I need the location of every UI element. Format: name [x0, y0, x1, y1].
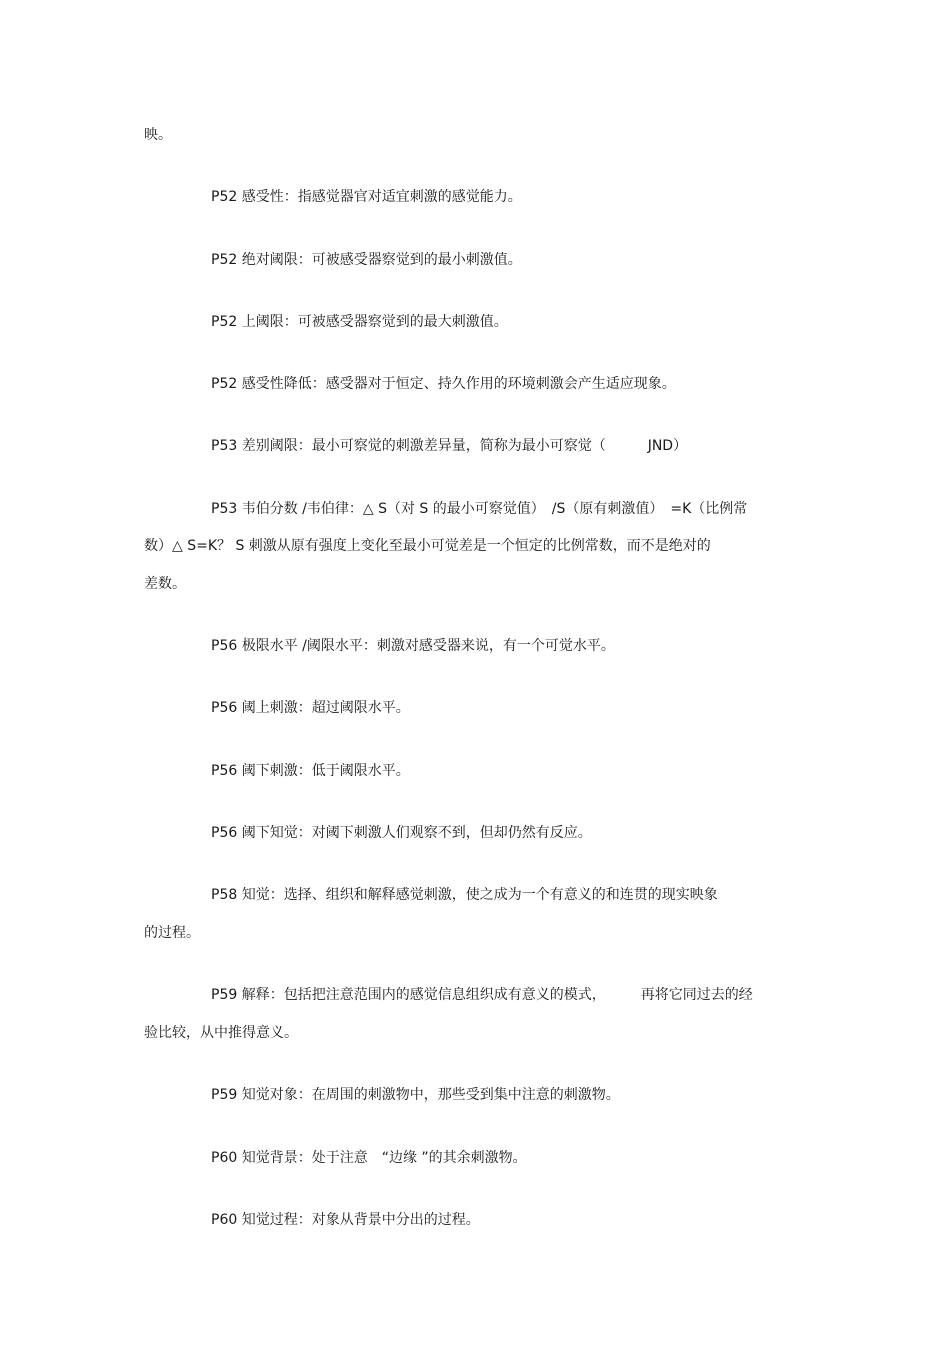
definition-upper-threshold: P52 上阈限：可被感受器察觉到的最大刺激值。 [211, 314, 508, 330]
definition-perception: P58 知觉：选择、组织和解释感觉刺激，使之成为一个有意义的和连贯的现实映象 [211, 887, 718, 903]
definition-weber-fraction-cont-2: 差数。 [144, 576, 186, 592]
definition-perception-cont: 的过程。 [144, 925, 200, 941]
definition-perceptual-process: P60 知觉过程：对象从背景中分出的过程。 [211, 1212, 480, 1228]
definition-supraliminal-stimulus: P56 阈上刺激：超过阈限水平。 [211, 700, 410, 716]
definition-threshold-level: P56 极限水平 /阈限水平：刺激对感受器来说，有一个可觉水平。 [211, 638, 615, 654]
definition-perceptual-background: P60 知觉背景：处于注意 “边缘 ”的其余刺激物。 [211, 1150, 527, 1166]
text-line-continuation: 映。 [144, 127, 172, 143]
definition-weber-fraction-cont-1: 数）△ S=K？ S 刺激从原有强度上变化至最小可觉差是一个恒定的比例常数，而不是绝对的 [144, 538, 711, 554]
definition-absolute-threshold: P52 绝对阈限：可被感受器察觉到的最小刺激值。 [211, 252, 522, 268]
definition-sensitivity: P52 感受性：指感觉器官对适宜刺激的感觉能力。 [211, 189, 522, 205]
definition-sensitivity-reduction: P52 感受性降低：感受器对于恒定、持久作用的环境刺激会产生适应现象。 [211, 376, 676, 392]
definition-interpretation-cont: 验比较，从中推得意义。 [144, 1025, 298, 1041]
definition-perceptual-object: P59 知觉对象：在周围的刺激物中，那些受到集中注意的刺激物。 [211, 1087, 620, 1103]
definition-subliminal-perception: P56 阈下知觉：对阈下刺激人们观察不到，但却仍然有反应。 [211, 825, 592, 841]
definition-difference-threshold: P53 差别阈限：最小可察觉的刺激差异量，简称为最小可察觉（ JND） [211, 438, 688, 454]
definition-subliminal-stimulus: P56 阈下刺激：低于阈限水平。 [211, 763, 410, 779]
definition-interpretation: P59 解释：包括把注意范围内的感觉信息组织成有意义的模式， 再将它同过去的经 [211, 987, 753, 1003]
definition-weber-fraction: P53 韦伯分数 /韦伯律：△ S（对 S 的最小可察觉值） /S（原有刺激值） =K（比例常 [211, 501, 748, 517]
